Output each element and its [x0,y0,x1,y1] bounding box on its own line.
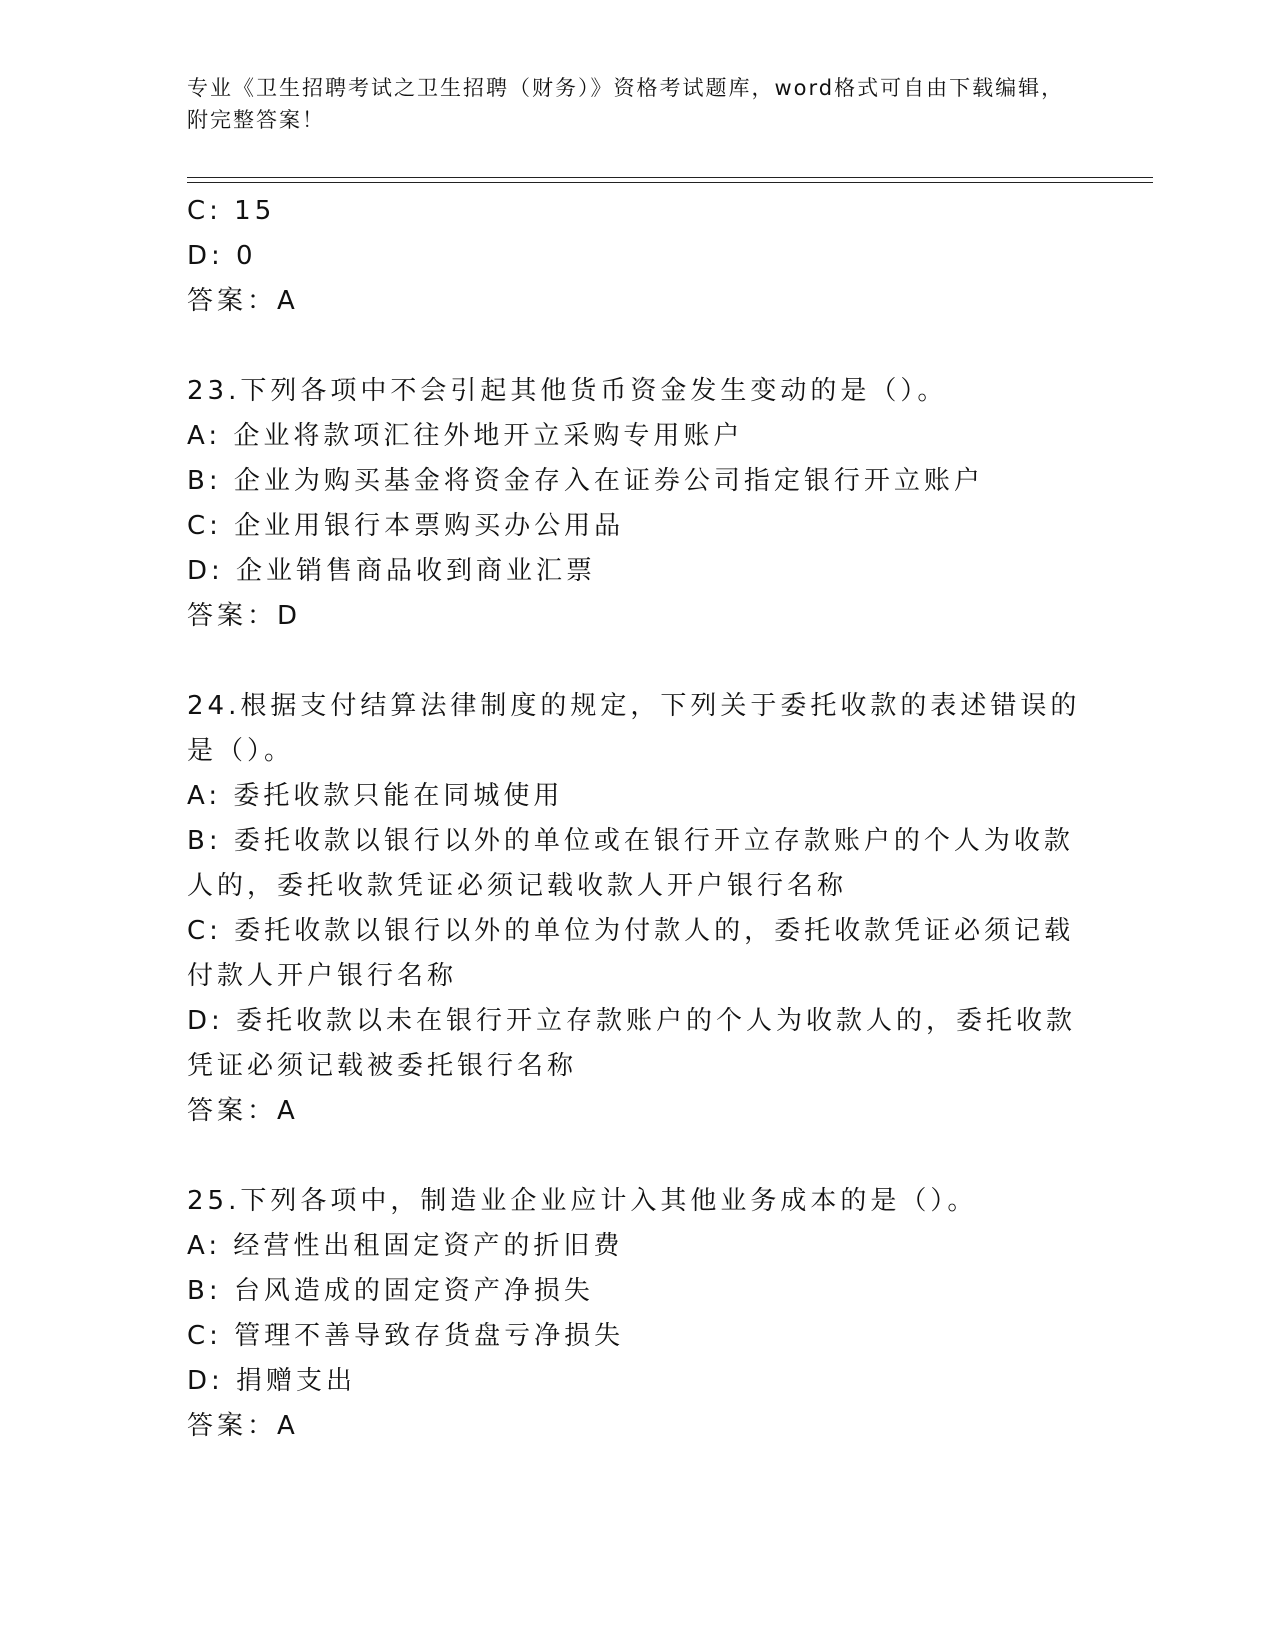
option-b: B: 委托收款以银行以外的单位或在银行开立存款账户的个人为收款人的，委托收款凭证必须记载收款人开户银行名称 [187,826,1074,901]
answer-line: 答案：A [187,1096,299,1126]
header-divider-bottom [187,182,1153,183]
question-stem: 24.根据支付结算法律制度的规定，下列关于委托收款的表述错误的是（）。 [187,691,1081,766]
document-header: 专业《卫生招聘考试之卫生招聘（财务）》资格考试题库，word格式可自由下载编辑，附完整答案！ [187,76,1065,132]
question-stem: 23.下列各项中不会引起其他货币资金发生变动的是（）。 [187,376,948,406]
option-d: D: 委托收款以未在银行开立存款账户的个人为收款人的，委托收款凭证必须记载被委托银行名称 [187,1006,1077,1081]
option-c: C: 委托收款以银行以外的单位为付款人的，委托收款凭证必须记载付款人开户银行名称 [187,916,1075,991]
option-a: A: 经营性出租固定资产的折旧费 [187,1231,624,1261]
option-c: C: 15 [187,196,276,226]
header-divider-top [187,177,1153,178]
option-a: A: 企业将款项汇往外地开立采购专用账户 [187,421,744,451]
option-d: D: 0 [187,241,257,271]
option-d: D: 企业销售商品收到商业汇票 [187,556,597,586]
answer-line: 答案：D [187,601,302,631]
option-c: C: 企业用银行本票购买办公用品 [187,511,625,541]
answer-line: 答案：A [187,286,299,316]
answer-line: 答案：A [187,1411,299,1441]
question-stem: 25.下列各项中，制造业企业应计入其他业务成本的是（）。 [187,1186,978,1216]
option-c: C: 管理不善导致存货盘亏净损失 [187,1321,625,1351]
option-d: D: 捐赠支出 [187,1366,357,1396]
option-b: B: 企业为购买基金将资金存入在证券公司指定银行开立账户 [187,466,984,496]
option-a: A: 委托收款只能在同城使用 [187,781,564,811]
option-b: B: 台风造成的固定资产净损失 [187,1276,594,1306]
question-list [187,189,1087,1449]
